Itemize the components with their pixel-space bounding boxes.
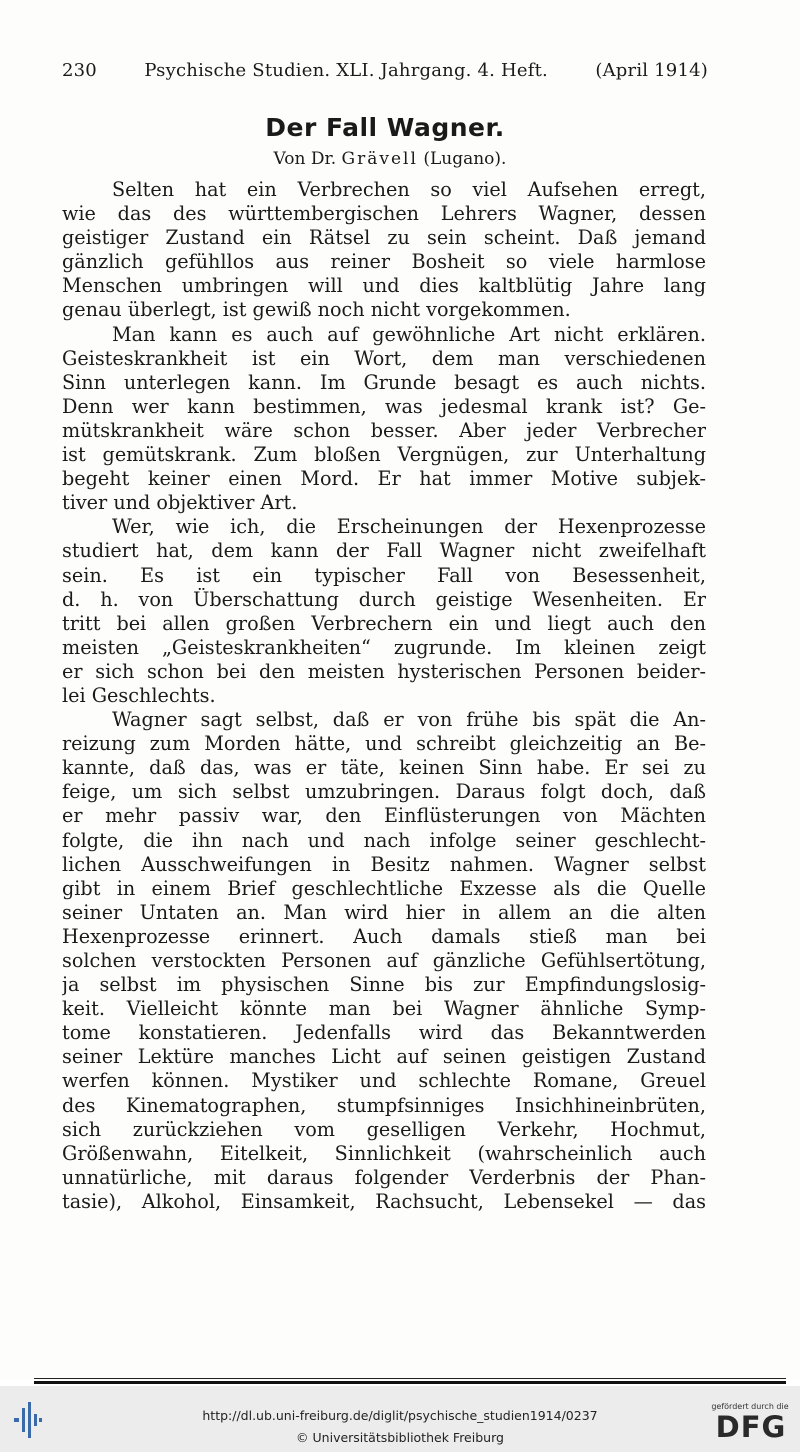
- copyright-notice: © Universitätsbibliothek Freiburg: [296, 1430, 504, 1445]
- journal-title: Psychische Studien. XLI. Jahrgang. 4. Heft.: [144, 60, 548, 81]
- text-line: Hexenprozesse erinnert. Auch damals stieß man bei: [62, 924, 706, 948]
- text-line: studiert hat, dem kann der Fall Wagner nicht zweifelhaft: [62, 539, 706, 563]
- running-head: [62, 60, 708, 81]
- text-line: sich zurückziehen vom geselligen Verkehr, Hochmut,: [62, 1117, 706, 1141]
- text-line: feige, um sich selbst umzubringen. Daraus folgt doch, daß: [62, 780, 706, 804]
- page-number: 230: [62, 60, 97, 81]
- article-title: Der Fall Wagner.: [265, 113, 505, 142]
- text-line: seiner Lektüre manches Licht auf seinen geistigen Zustand: [62, 1045, 706, 1069]
- text-line: solchen verstockten Personen auf gänzliche Gefühlsertötung,: [62, 949, 706, 972]
- author-prefix: Von Dr.: [273, 149, 337, 169]
- text-line: genau überlegt, ist gewiß noch nicht vorgekommen.: [62, 298, 571, 322]
- text-line: werfen können. Mystiker und schlechte Romane, Greuel: [62, 1069, 706, 1093]
- text-line: Sinn unterlegen kann. Im Grunde besagt es auch nichts.: [62, 370, 706, 394]
- bottom-rule-thin: [34, 1378, 786, 1379]
- text-line: geistiger Zustand ein Rätsel zu sein scheint. Daß jemand: [62, 226, 706, 250]
- text-line: Größenwahn, Eitelkeit, Sinnlichkeit (wahrscheinlich auch: [62, 1141, 706, 1165]
- source-url-link[interactable]: http://dl.ub.uni-freiburg.de/diglit/psychische_studien1914/0237: [202, 1408, 598, 1423]
- issue-date: (April 1914): [595, 60, 708, 81]
- text-line: des Kinematographen, stumpfsinniges Insichhineinbrüten,: [62, 1093, 706, 1117]
- text-line: mütskrankheit wäre schon besser. Aber jeder Verbrecher: [62, 418, 706, 442]
- text-line: meisten „Geisteskrankheiten“ zugrunde. Im kleinen zeigt: [62, 635, 706, 659]
- text-line: keit. Vielleicht könnte man bei Wagner ähnliche Symp-: [62, 997, 706, 1021]
- text-line: wie das des württembergischen Lehrers Wagner, dessen: [62, 202, 706, 226]
- text-line: er mehr passiv war, den Einflüsterungen von Mächten: [62, 804, 706, 828]
- text-line: seiner Untaten an. Man wird hier in allem an die alten: [62, 900, 706, 924]
- text-line: gänzlich gefühllos aus reiner Bosheit so viele harmlose: [62, 250, 706, 274]
- dfg-logo: DFG: [715, 1410, 787, 1444]
- text-line: gibt in einem Brief geschlechtliche Exzesse als die Quelle: [62, 876, 706, 900]
- text-line: Man kann es auch auf gewöhnliche Art nicht erklären.: [112, 322, 706, 346]
- text-line: ist gemütskrank. Zum bloßen Vergnügen, zur Unterhaltung: [62, 443, 706, 467]
- text-line: Wer, wie ich, die Erscheinungen der Hexenprozesse: [112, 515, 706, 539]
- text-line: begeht keiner einen Mord. Er hat immer Motive subjek-: [62, 467, 706, 491]
- text-line: reizung zum Morden hätte, und schreibt gleichzeitig an Be-: [62, 732, 706, 756]
- bottom-rule-thick: [34, 1381, 786, 1384]
- text-line: Menschen umbringen will und dies kaltblütig Jahre lang: [62, 274, 706, 298]
- text-line: kannte, daß das, was er täte, keinen Sinn habe. Er sei zu: [62, 756, 706, 780]
- text-line: d. h. von Überschattung durch geistige Wesenheiten. Er: [62, 587, 706, 611]
- text-line: Wagner sagt selbst, daß er von frühe bis spät die An-: [112, 708, 706, 732]
- text-line: tritt bei allen großen Verbrechern ein und liegt auch den: [62, 611, 706, 635]
- text-line: Denn wer kann bestimmen, was jedesmal krank ist? Ge-: [62, 394, 706, 418]
- text-line: tasie), Alkohol, Einsamkeit, Rachsucht, Lebensekel — das: [62, 1189, 706, 1213]
- text-line: er sich schon bei den meisten hysterischen Personen beider-: [62, 659, 706, 683]
- text-line: unnatürliche, mit daraus folgender Verderbnis der Phan-: [62, 1165, 706, 1189]
- text-line: sein. Es ist ein typischer Fall von Besessenheit,: [62, 563, 706, 587]
- text-line: Geisteskrankheit ist ein Wort, dem man verschiedenen: [62, 346, 706, 370]
- text-line: ja selbst im physischen Sinne bis zur Empfindungslosig-: [62, 973, 706, 997]
- author-place: (Lugano).: [423, 149, 507, 169]
- text-line: folgte, die ihn nach und nach infolge seiner geschlecht-: [62, 828, 706, 852]
- text-line: lichen Ausschweifungen in Besitz nahmen. Wagner selbst: [62, 852, 706, 876]
- text-line: Selten hat ein Verbrechen so viel Aufsehen erregt,: [112, 178, 706, 201]
- author-name: Grävell: [341, 149, 418, 169]
- article-author: [0, 149, 780, 169]
- text-line: tome konstatieren. Jedenfalls wird das Bekanntwerden: [62, 1021, 706, 1045]
- text-line: lei Geschlechts.: [62, 683, 216, 707]
- viewer-footer: [0, 1386, 800, 1452]
- dfg-caption: gefördert durch die: [711, 1402, 789, 1411]
- text-line: tiver und objektiver Art.: [62, 491, 298, 515]
- article-body: [62, 178, 706, 1214]
